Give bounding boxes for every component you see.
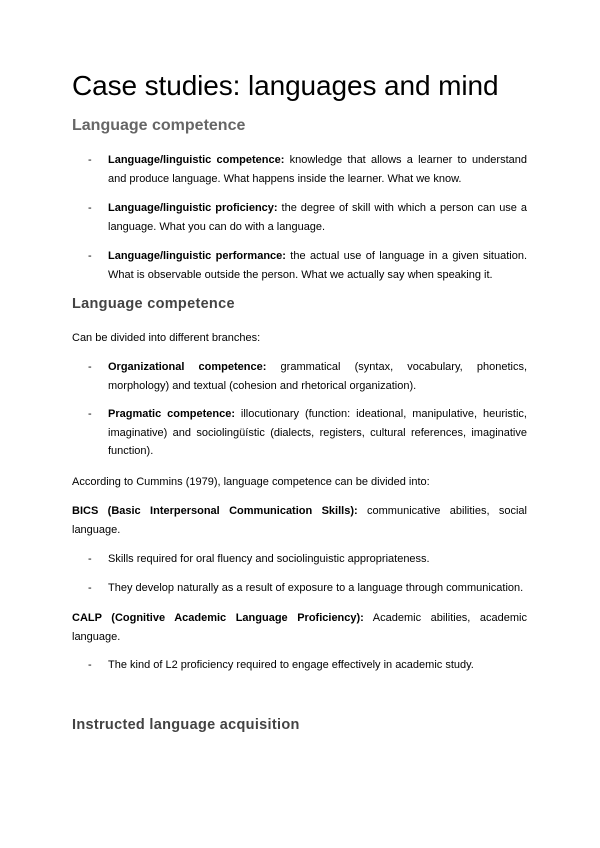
paragraph — [72, 609, 527, 646]
list-item-text: Skills required for oral fluency and sociolinguistic appropriateness. — [108, 553, 430, 565]
term: Language/linguistic proficiency: — [108, 202, 278, 214]
bullet-dash: - — [88, 553, 92, 565]
bullet-dash: - — [88, 250, 92, 262]
definition: the degree of skill with which a person can use a language. What you can do with a language. — [108, 202, 527, 233]
term: BICS (Basic Interpersonal Communication Skills): — [72, 505, 358, 517]
bullet-dash: - — [88, 154, 92, 166]
definition: illocutionary (function: ideational, manipulative, heuristic, imaginative) and sociolingüístic (dialects, registers, cultural references, imaginative function). — [108, 408, 527, 457]
list-item — [72, 656, 527, 675]
section-heading: Language competence — [72, 296, 235, 312]
paragraph: According to Cummins (1979), language competence can be divided into: — [72, 476, 430, 488]
section-heading: Instructed language acquisition — [72, 717, 300, 733]
definition: grammatical (syntax, vocabulary, phonetics, morphology) and textual (cohesion and rhetorical organization). — [108, 361, 527, 392]
list-item — [72, 199, 527, 236]
list-item — [72, 405, 527, 461]
term: Language/linguistic performance: — [108, 250, 286, 262]
paragraph: Can be divided into different branches: — [72, 332, 261, 344]
list-item-text: They develop naturally as a result of exposure to a language through communication. — [108, 582, 524, 594]
definition: Academic abilities, academic language. — [72, 612, 527, 643]
bullet-dash: - — [88, 202, 92, 214]
definition: the actual use of language in a given situation. What is observable outside the person. What we actually say when speaking it. — [108, 250, 527, 281]
section-subtitle: Language competence — [72, 117, 246, 134]
definition: knowledge that allows a learner to understand and produce language. What happens inside the learner. What we know. — [108, 154, 527, 185]
paragraph — [72, 502, 527, 539]
list-item — [72, 151, 527, 188]
bullet-dash: - — [88, 361, 92, 373]
term: CALP (Cognitive Academic Language Proficiency): — [72, 612, 364, 624]
term: Language/linguistic competence: — [108, 154, 285, 166]
page-title: Case studies: languages and mind — [72, 70, 499, 101]
definition: communicative abilities, social language. — [72, 505, 527, 536]
bullet-dash: - — [88, 659, 92, 671]
list-item — [72, 579, 527, 598]
bullet-dash: - — [88, 582, 92, 594]
bullet-dash: - — [88, 408, 92, 420]
term: Pragmatic competence: — [108, 408, 235, 420]
list-item-text: The kind of L2 proficiency required to engage effectively in academic study. — [108, 659, 474, 671]
term: Organizational competence: — [108, 361, 267, 373]
list-item — [72, 550, 527, 569]
list-item — [72, 358, 527, 395]
list-item — [72, 247, 527, 284]
